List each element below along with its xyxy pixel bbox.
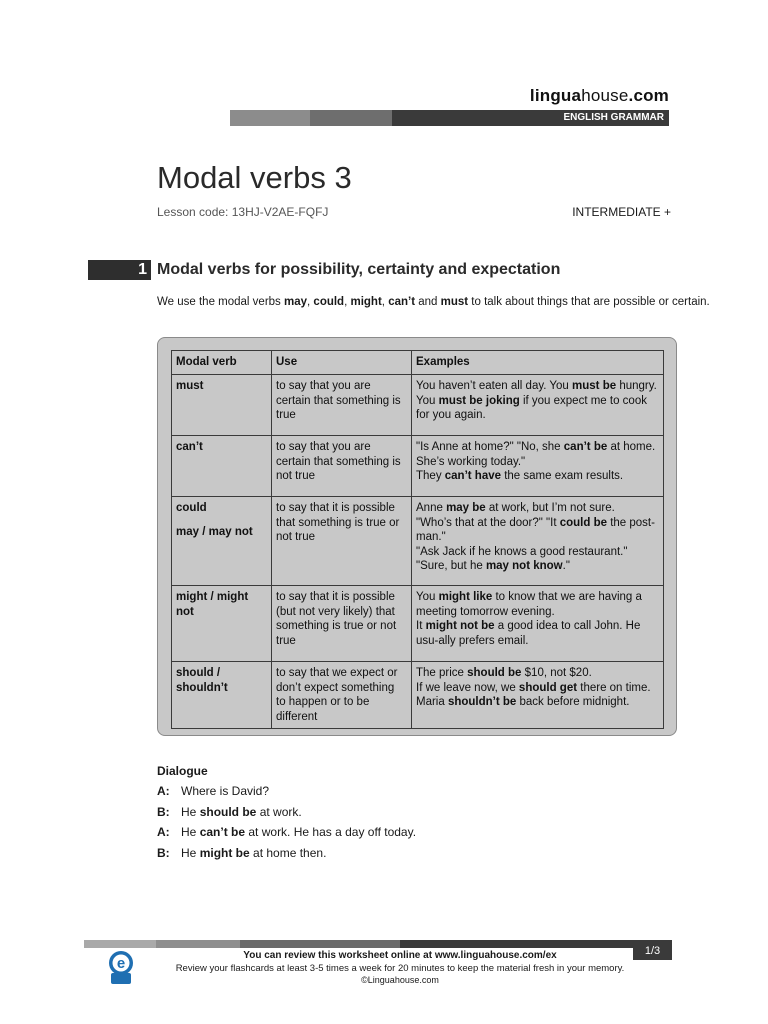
modal-verb-label: can’t [176,441,203,453]
example-text: "Ask Jack if he knows a good restaurant." "Sure, but he [416,545,628,572]
modal-phrase: should be [467,667,522,679]
dialogue-text: Where is David? [181,784,270,798]
cell-modal-verb [172,436,272,497]
lesson-code: Lesson code: 13HJ-V2AE-FQFJ [157,205,329,219]
brand-tld: .com [628,86,669,105]
header-examples: Examples [412,351,664,375]
example-sentence [416,379,659,394]
modal-phrase: must be joking [438,394,520,407]
table-row [172,375,664,436]
modal-verbs-table [171,350,664,729]
intro-word-must: must [440,296,469,308]
cell-modal-verb [172,586,272,662]
example-text: $10, not $20. [521,667,592,679]
dialogue-heading: Dialogue [157,764,208,778]
header-bar-seg-2 [310,110,392,126]
table-row [172,586,664,662]
logo-letter: e [116,955,126,972]
modal-verb-label: must [176,380,204,392]
modal-phrase: could be [559,516,608,529]
cell-use: to say that you are certain that something is true [272,375,412,436]
modal-verb-label: should / shouldn’t [176,667,228,694]
speaker-label: A: [157,784,170,798]
modal-verb-label: could [176,502,207,514]
intro-sep: , [381,296,389,308]
cell-use: to say that we expect or don’t expect something to happen or to be different [272,662,412,729]
intro-suffix: to talk about things that are possible or certain. [468,296,710,308]
dialogue-line [157,825,416,839]
example-sentence [416,619,659,648]
dialogue-text: He [181,805,200,819]
footer-review-link[interactable]: You can review this worksheet online at www.linguahouse.com/ex [243,950,557,961]
table-row [172,497,664,586]
footer-copyright: ©Linguahouse.com [361,975,439,985]
intro-sep: , [344,296,351,308]
example-text: hungry. [616,380,657,392]
example-text: there on time. [577,681,651,694]
example-text: if you expect me to cook for you again. [416,394,647,421]
dialogue-text: He [181,825,200,839]
footer-bar [84,940,672,948]
category-label: ENGLISH GRAMMAR [392,110,669,126]
cell-examples [412,586,664,662]
intro-word-may: may [284,296,308,308]
cell-modal-verb [172,497,272,586]
speaker-label: A: [157,825,170,839]
brand-rest: house [581,86,629,105]
modal-phrase: may not know [485,560,563,572]
example-text: It [416,620,426,632]
dialogue-line [157,805,302,819]
intro-word-might: might [350,296,382,308]
modal-verb-label: might / might not [176,591,249,618]
dialogue-text: at home then. [249,846,327,860]
modal-phrase: may be [446,502,486,514]
example-text: back before midnight. [516,696,630,708]
intro-sep: , [307,296,314,308]
example-sentence [416,545,659,574]
modal-phrase: can’t be [199,825,246,839]
example-text: You haven’t eaten all day. You [416,380,573,392]
section-number: 1 [88,260,151,280]
example-text: a good idea to call John. He usu-ally prefers email. [416,620,641,647]
example-text: the same exam results. [501,470,624,482]
modal-phrase: might like [438,591,493,603]
dialogue-line [157,846,326,860]
example-sentence [416,666,659,681]
brand-bold: lingua [529,86,582,105]
example-sentence [416,681,659,696]
modal-verb-label-secondary: may / may not [176,525,253,538]
header-use: Use [272,351,412,375]
example-text: They [416,470,445,482]
speaker-label: B: [157,805,170,819]
dialogue-text: at work. [256,805,302,819]
header-modal-verb: Modal verb [172,351,272,375]
intro-sep: and [415,296,441,308]
modal-phrase: might not be [425,620,495,632]
cell-examples [412,662,664,729]
example-sentence [416,695,659,710]
page-title: Modal verbs 3 [157,160,352,195]
cell-use: to say that you are certain that something is not true [272,436,412,497]
modal-phrase: might be [199,846,250,860]
cell-modal-verb [172,375,272,436]
modal-phrase: must be [572,380,617,392]
dialogue-text: at work. He has a day off today. [245,825,417,839]
section-title: Modal verbs for possibility, certainty and expectation [157,261,561,278]
page-number: 1/3 [633,940,672,960]
example-text: Maria [416,696,448,708]
intro-prefix: We use the modal verbs [157,296,284,308]
footer-flashcard-tip: Review your flashcards at least 3-5 times a week for 20 minutes to keep the material fresh in your memory. [175,963,625,974]
example-text: If we leave now, we [416,681,519,694]
cell-examples [412,375,664,436]
modal-phrase: can’t be [563,441,608,453]
table-header-row [172,351,664,375]
intro-word-cant: can’t [388,296,416,308]
example-text: The price [416,667,468,679]
modal-phrase: can’t have [444,470,502,482]
example-text: You [416,394,439,407]
modal-phrase: should get [518,681,578,694]
example-sentence [416,516,659,545]
example-text: to know that we are having a meeting tomorrow evening. [416,591,642,618]
dialogue-line [157,784,269,798]
table-row [172,662,664,729]
example-sentence [416,394,659,423]
example-text: ." [562,560,570,572]
example-text: "Is Anne at home?" "No, she [416,441,564,453]
dialogue-text: He [181,846,200,860]
example-sentence [416,469,659,484]
cell-use: to say that it is possible (but not very likely) that something is true or not true [272,586,412,662]
header-bar-seg-1 [230,110,310,126]
example-text: Anne [416,502,447,514]
example-text: "Who’s that at the door?" "It [416,516,560,529]
example-text: You [416,591,439,603]
speaker-label: B: [157,846,170,860]
modal-phrase: should be [199,805,257,819]
cell-examples [412,436,664,497]
example-sentence [416,501,659,516]
intro-text [157,296,710,308]
cell-modal-verb [172,662,272,729]
modal-phrase: shouldn’t be [447,696,517,708]
cell-use: to say that it is possible that something is true or not true [272,497,412,586]
site-logo [530,86,669,106]
example-text: at home. She’s working today." [416,441,656,468]
table-row [172,436,664,497]
intro-word-could: could [313,296,345,308]
example-sentence [416,590,659,619]
level-label: INTERMEDIATE + [572,205,671,219]
header-bar [230,110,669,126]
cell-examples [412,497,664,586]
example-sentence [416,440,659,469]
example-text: at work, but I’m not sure. [485,502,615,514]
example-text: the post-man." [416,516,655,543]
